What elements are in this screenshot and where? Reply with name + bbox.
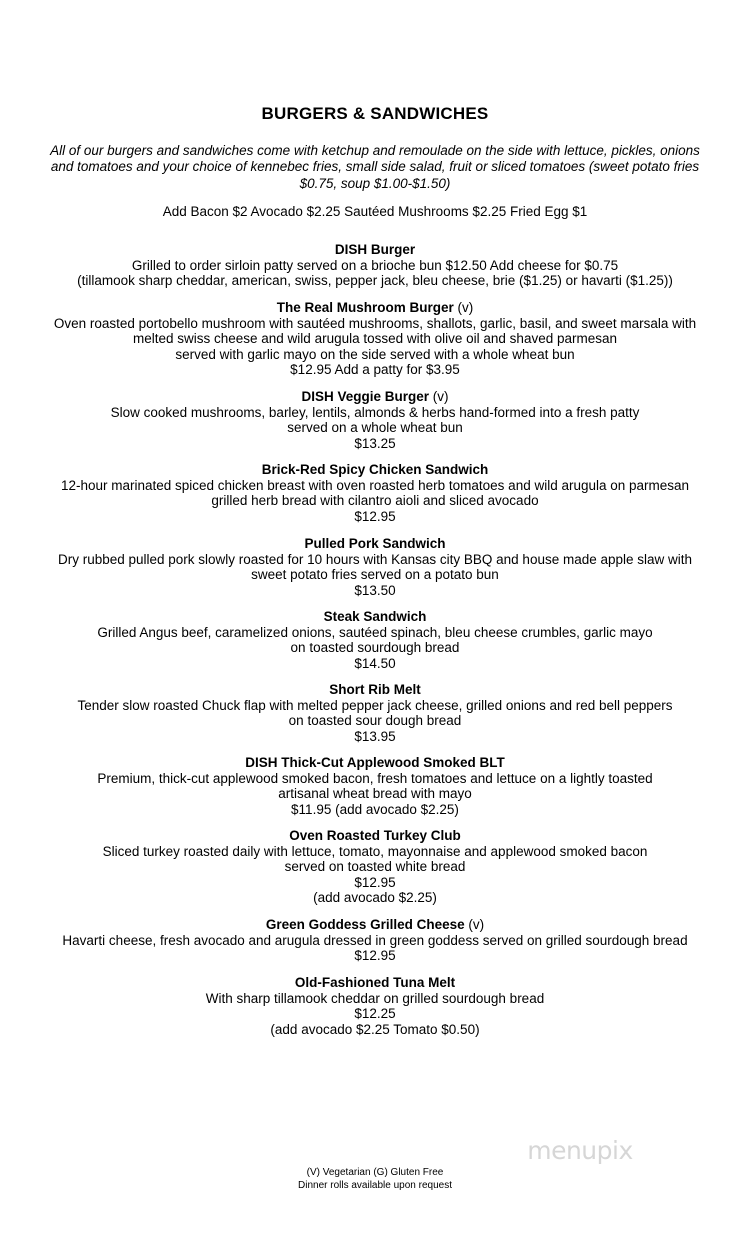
- menu-item-name: Pulled Pork Sandwich: [304, 536, 446, 551]
- menu-item-description: sweet potato fries served on a potato bun: [251, 567, 499, 583]
- menu-item-description: Oven roasted portobello mushroom with sautéed mushrooms, shallots, garlic, basil, and sweet marsala with: [53, 315, 697, 331]
- menu-item: [20, 975, 730, 1037]
- menu-item-description: $14.50: [354, 655, 396, 671]
- page-title: BURGERS & SANDWICHES: [261, 104, 489, 123]
- menu-item-heading: [20, 609, 730, 625]
- menu-item-description: $12.95 Add a patty for $3.95: [290, 362, 460, 378]
- menu-item: [20, 609, 730, 671]
- menu-item-name: Green Goddess Grilled Cheese: [265, 917, 465, 932]
- menu-item-name: Brick-Red Spicy Chicken Sandwich: [261, 462, 489, 477]
- menu-item-heading: [20, 389, 730, 405]
- menu-item-heading: [20, 536, 730, 552]
- menu-item-description: Sliced turkey roasted daily with lettuce, tomato, mayonnaise and applewood smoked bacon: [102, 843, 648, 859]
- menu-item-description: $12.95: [354, 874, 396, 890]
- menu-item-tag: (v): [453, 300, 474, 315]
- menu-item: [20, 242, 730, 289]
- menu-item-description: served with garlic mayo on the side served with a whole wheat bun: [175, 346, 575, 362]
- menu-item-heading: [20, 755, 730, 771]
- menu-item-description: $13.95: [354, 728, 396, 744]
- menu-item-description: Havarti cheese, fresh avocado and arugula dressed in green goddess served on grilled sourdough bread: [62, 932, 688, 948]
- menu-item-description: Tender slow roasted Chuck flap with melted pepper jack cheese, grilled onions and red bell peppers: [77, 697, 673, 713]
- menu-item-description: 12-hour marinated spiced chicken breast with oven roasted herb tomatoes and wild arugula on parmesan: [60, 477, 690, 493]
- menu-item-name: The Real Mushroom Burger: [276, 300, 454, 315]
- menu-item-heading: [20, 462, 730, 478]
- menu-item: [20, 917, 730, 964]
- menu-item-heading: [20, 682, 730, 698]
- menu-item-description: $11.95 (add avocado $2.25): [291, 801, 459, 817]
- menu-item-description: Premium, thick-cut applewood smoked bacon, fresh tomatoes and lettuce on a lightly toasted: [97, 770, 653, 786]
- menu-item-description: (add avocado $2.25): [313, 890, 437, 906]
- menupix-watermark: menupix: [527, 1136, 633, 1165]
- menu-item-description: (add avocado $2.25 Tomato $0.50): [270, 1021, 480, 1037]
- menu-item: [20, 462, 730, 524]
- menu-item-description: $12.25: [354, 1006, 396, 1022]
- menu-item-name: DISH Burger: [334, 242, 416, 257]
- menu-item-description: (tillamook sharp cheddar, american, swiss, pepper jack, bleu cheese, brie ($1.25) or havarti ($1.25)): [77, 273, 673, 289]
- menu-item: [20, 536, 730, 598]
- menu-item: [20, 755, 730, 817]
- menu-item-heading: [20, 828, 730, 844]
- menu-item: [20, 389, 730, 451]
- menu-item-description: $12.95: [354, 948, 396, 964]
- menu-item-description: served on a whole wheat bun: [287, 420, 463, 436]
- menu-item: [20, 682, 730, 744]
- menu-item-description: Dry rubbed pulled pork slowly roasted for 10 hours with Kansas city BBQ and house made apple slaw with: [57, 551, 693, 567]
- menu-item-description: served on toasted white bread: [284, 859, 466, 875]
- menu-item-heading: [20, 917, 730, 933]
- menu-item-description: With sharp tillamook cheddar on grilled sourdough bread: [205, 990, 545, 1006]
- menu-item-name: Short Rib Melt: [329, 682, 421, 697]
- menu-item-description: Grilled Angus beef, caramelized onions, sautéed spinach, bleu cheese crumbles, garlic mayo: [97, 624, 653, 640]
- rolls-note: Dinner rolls available upon request: [298, 1179, 452, 1191]
- menu-intro: All of our burgers and sandwiches come with ketchup and remoulade on the side with lettuce, pickles, onions and tomatoes and your choice of kennebec fries, small side salad, fruit or sliced tomatoes (sweet potato fries $0.75, soup $1.00-$1.50): [50, 143, 700, 191]
- menu-item-name: DISH Veggie Burger: [301, 389, 430, 404]
- menu-item-heading: [20, 975, 730, 991]
- addons-line: Add Bacon $2 Avocado $2.25 Sautéed Mushrooms $2.25 Fried Egg $1: [162, 204, 588, 219]
- menu-item-heading: [20, 242, 730, 258]
- menu-item-description: $13.50: [354, 582, 396, 598]
- dietary-legend: (V) Vegetarian (G) Gluten Free: [306, 1167, 444, 1178]
- menu-item-description: grilled herb bread with cilantro aioli and sliced avocado: [211, 493, 539, 509]
- menu-item-heading: [20, 300, 730, 316]
- menu-item-name: DISH Thick-Cut Applewood Smoked BLT: [245, 755, 505, 770]
- menu-item-tag: (v): [464, 917, 485, 932]
- menu-item-description: on toasted sourdough bread: [290, 640, 460, 656]
- menu-item-name: Steak Sandwich: [323, 609, 427, 624]
- menu-item-description: on toasted sour dough bread: [288, 713, 462, 729]
- menu-item-description: $13.25: [354, 435, 396, 451]
- menu-item: [20, 300, 730, 378]
- menu-item-tag: (v): [429, 389, 449, 404]
- menu-item: [20, 828, 730, 906]
- menu-item-description: artisanal wheat bread with mayo: [278, 786, 472, 802]
- menu-item-description: $12.95: [354, 508, 396, 524]
- menu-item-description: melted swiss cheese and wild arugula tossed with olive oil and shaved parmesan: [132, 331, 618, 347]
- menu-item-description: Slow cooked mushrooms, barley, lentils, almonds & herbs hand-formed into a fresh patty: [110, 404, 640, 420]
- menu-item-description: Grilled to order sirloin patty served on a brioche bun $12.50 Add cheese for $0.75: [131, 257, 619, 273]
- menu-item-name: Oven Roasted Turkey Club: [289, 828, 461, 843]
- menu-item-name: Old-Fashioned Tuna Melt: [294, 975, 456, 990]
